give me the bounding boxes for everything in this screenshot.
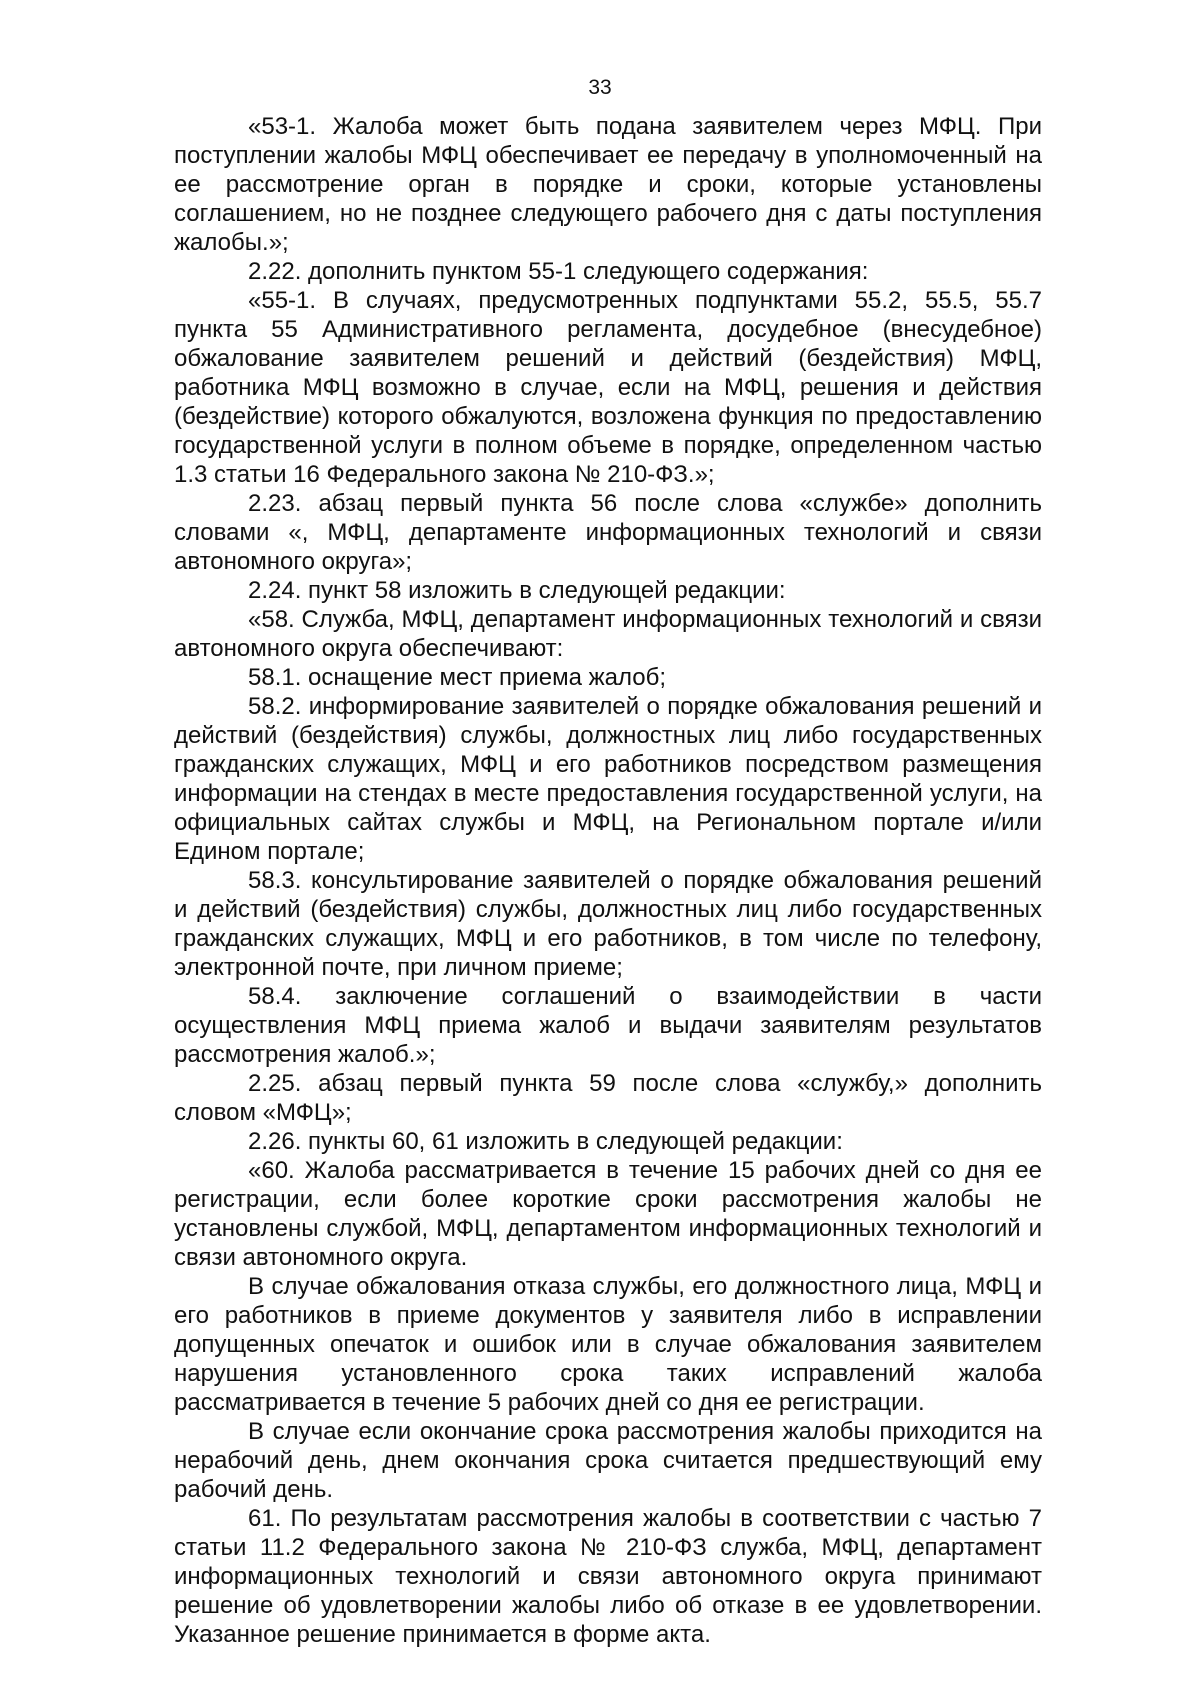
paragraph-53-1: «53-1. Жалоба может быть подана заявителем через МФЦ. При поступлении жалобы МФЦ обеспечивает ее передачу в уполномоченный на ее рассмотрение орган в порядке и сроки, которые установлены соглашением, но не позднее следующего рабочего дня с даты поступления жалобы.»; — [174, 113, 1042, 256]
document-body — [174, 112, 1042, 1649]
paragraph-61: 61. По результатам рассмотрения жалобы в соответствии с частью 7 статьи 11.2 Федерального закона № 210-ФЗ служба, МФЦ, департамент информационных технологий и связи автономного округа принимают решение об удовлетворении жалобы либо об отказе в ее удовлетворении. Указанное решение принимается в форме акта. — [174, 1505, 1042, 1648]
paragraph-58-1: 58.1. оснащение мест приема жалоб; — [248, 664, 667, 691]
paragraph-2-25: 2.25. абзац первый пункта 59 после слова «службу,» дополнить словом «МФЦ»; — [174, 1070, 1042, 1126]
paragraph-58-2: 58.2. информирование заявителей о порядке обжалования решений и действий (бездействия) службы, должностных лиц либо государственных гражданских служащих, МФЦ и его работников посредством размещения информации на стендах в месте предоставления государственной услуги, на официальных сайтах службы и МФЦ, на Региональном портале и/или Едином портале; — [174, 693, 1042, 865]
paragraph-60: «60. Жалоба рассматривается в течение 15 рабочих дней со дня ее регистрации, если более короткие сроки рассмотрения жалобы не установлены службой, МФЦ, департаментом информационных технологий и связи автономного округа. — [174, 1157, 1042, 1271]
paragraph-2-24: 2.24. пункт 58 изложить в следующей редакции: — [248, 577, 786, 604]
paragraph-2-23: 2.23. абзац первый пункта 56 после слова «службе» дополнить словами «, МФЦ, департаменте информационных технологий и связи автономного округа»; — [174, 490, 1042, 575]
paragraph-60-appeal-refusal: В случае обжалования отказа службы, его должностного лица, МФЦ и его работников в приеме документов у заявителя либо в исправлении допущенных опечаток и ошибок или в случае обжалования заявителем нарушения установленного срока таких исправлений жалоба рассматривается в течение 5 рабочих дней со дня ее регистрации. — [174, 1273, 1042, 1416]
paragraph-58-4: 58.4. заключение соглашений о взаимодействии в части осуществления МФЦ приема жалоб и выдачи заявителям результатов рассмотрения жалоб.»; — [174, 983, 1042, 1068]
paragraph-58: «58. Служба, МФЦ, департамент информационных технологий и связи автономного округа обеспечивают: — [174, 606, 1042, 662]
page-number: 33 — [588, 76, 612, 99]
paragraph-60-non-working-day: В случае если окончание срока рассмотрения жалобы приходится на нерабочий день, днем окончания срока считается предшествующий ему рабочий день. — [174, 1418, 1042, 1503]
paragraph-2-22: 2.22. дополнить пунктом 55-1 следующего содержания: — [248, 258, 869, 285]
paragraph-58-3: 58.3. консультирование заявителей о порядке обжалования решений и действий (бездействия) службы, должностных лиц либо государственных гражданских служащих, МФЦ и его работников, в том числе по телефону, электронной почте, при личном приеме; — [174, 867, 1042, 981]
paragraph-2-26: 2.26. пункты 60, 61 изложить в следующей редакции: — [248, 1128, 843, 1155]
paragraph-55-1: «55-1. В случаях, предусмотренных подпунктами 55.2, 55.5, 55.7 пункта 55 Административного регламента, досудебное (внесудебное) обжалование заявителем решений и действий (бездействия) МФЦ, работника МФЦ возможно в случае, если на МФЦ, решения и действия (бездействие) которого обжалуются, возложена функция по предоставлению государственной услуги в полном объеме в порядке, определенном частью 1.3 статьи 16 Федерального закона № 210-ФЗ.»; — [174, 287, 1042, 488]
